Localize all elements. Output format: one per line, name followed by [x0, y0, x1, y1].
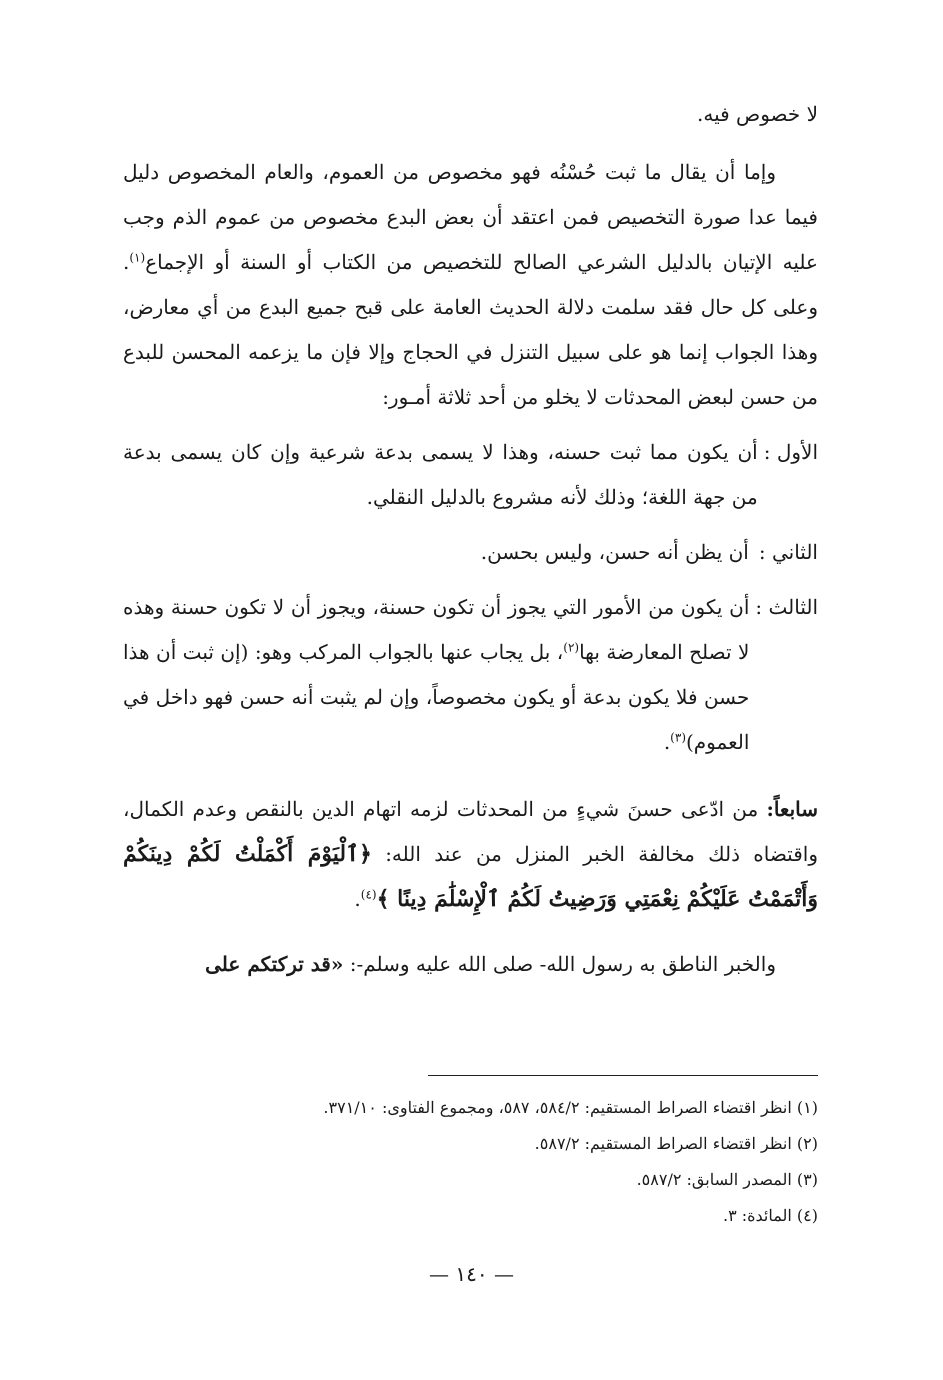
list-label-first: الأول :: [763, 440, 818, 464]
list-text-third-b: ، بل يجاب عنها بالجواب المركب وهو: (إن ثبت أن هذا حسن فلا يكون بدعة أو يكون مخصوصاً، وإن لم يثبت أنه حسن فهو داخل في العموم): [123, 640, 750, 754]
footnote-ref-4: (٤): [360, 887, 377, 902]
footnote-divider: [428, 1075, 818, 1076]
footnote-2: (٢) انظر اقتضاء الصراط المستقيم: ٥٨٧/٢.: [534, 1134, 818, 1153]
footnotes: [123, 1090, 818, 1234]
list-text-first: أن يكون مما ثبت حسنه، وهذا لا يسمى بدعة شرعية وإن كان يسمى بدعة من جهة اللغة؛ وذلك لأنه مشروع بالدليل النقلي.: [123, 440, 758, 509]
footnote-4: (٤) المائدة: ٣.: [722, 1206, 818, 1225]
seventh-end: .: [354, 887, 361, 911]
list-label-third: الثالث :: [755, 595, 818, 619]
list-item-second: [123, 530, 818, 575]
footnote-ref-1: (١): [129, 250, 146, 265]
last-paragraph: [123, 942, 818, 987]
list-text-third-a: أن يكون من الأمور التي يجوز أن تكون حسنة، ويجوز أن لا تكون حسنة وهذه لا تصلح المعارضة بها: [123, 595, 750, 664]
list-item-first: [123, 430, 818, 520]
page-number: — ١٤٠ —: [429, 1262, 514, 1286]
list-text-third-c: .: [663, 730, 671, 754]
seventh-label: سابعاً:: [766, 797, 818, 821]
seventh-point: [123, 787, 818, 922]
list-label-second: الثاني :: [758, 540, 818, 564]
seventh-text: من ادّعى حسنَ شيءٍ من المحدثات لزمه اتهام الدين بالنقص وعدم الكمال، واقتضاه ذلك مخالفة الخبر المنزل من عند الله:: [123, 797, 818, 866]
list-text-second: أن يظن أنه حسن، وليس بحسن.: [480, 540, 749, 564]
quran-verse: ﴿ٱلْيَوْمَ أَكْمَلْتُ لَكُمْ دِينَكُمْ وَأَتْمَمْتُ عَلَيْكُمْ نِعْمَتِي وَرَضِيتُ لَكُمُ ٱلْإِسْلَٰمَ دِينًا ﴾: [123, 841, 818, 912]
main-text: [123, 92, 818, 1007]
footnote-1: (١) انظر اقتضاء الصراط المستقيم: ٥٨٤/٢، ٥٨٧، ومجموع الفتاوى: ٣٧١/١٠.: [323, 1098, 818, 1117]
list-text-third: [123, 585, 749, 765]
list-item-third: [123, 585, 818, 765]
footnote-3: (٣) المصدر السابق: ٥٨٧/٢.: [636, 1170, 818, 1189]
footnote-ref-3: (٣): [670, 730, 686, 745]
paragraph-1: [123, 150, 818, 420]
paragraph-1-text-a: وإما أن يقال ما ثبت حُسْنُه فهو مخصوص من العموم، والعام المخصوص دليل فيما عدا صورة التخصيص فمن اعتقد أن بعض البدع مخصوص من عموم الذم وجب عليه الإتيان بالدليل الشرعي الصالح للتخصيص من الكتاب أو السنة أو الإجماع: [123, 160, 818, 274]
hadith-quote: «قد تركتكم على: [205, 952, 344, 976]
last-paragraph-text: والخبر الناطق به رسول الله- صلى الله عليه وسلم-:: [343, 952, 776, 976]
footnote-ref-2: (٢): [563, 640, 580, 655]
paragraph-1-text-b: . وعلى كل حال فقد سلمت دلالة الحديث العامة على قبح جميع البدع من أي معارض، وهذا الجواب إنما هو على سبيل التنزل في الحجاج وإلا فإن ما يزعمه المحسن للبدع من حسن لبعض المحدثات لا يخلو من أحد ثلاثة أمـور:: [123, 250, 818, 409]
opening-line: لا خصوص فيه.: [696, 102, 818, 126]
